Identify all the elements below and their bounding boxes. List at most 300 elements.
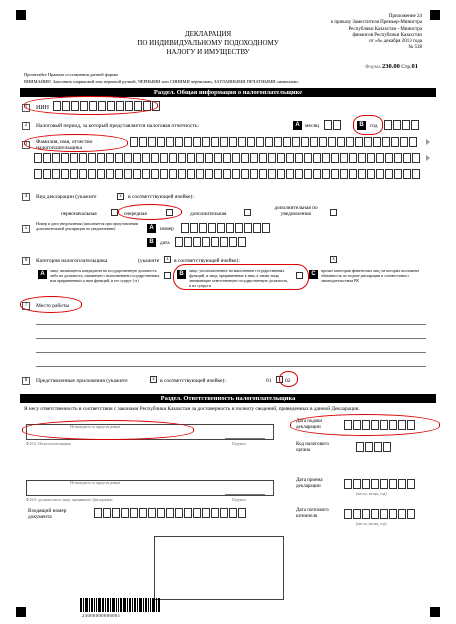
character-cell[interactable] (97, 153, 105, 163)
character-cell[interactable] (256, 137, 264, 147)
character-cell[interactable] (151, 153, 159, 163)
character-cell[interactable] (394, 169, 402, 179)
character-cell[interactable] (400, 137, 408, 147)
decl-type-initial-label: первоначальная (61, 211, 97, 217)
taxpayer-signature-line[interactable] (225, 438, 265, 439)
barcode-bar (148, 598, 149, 612)
barcode-bar (83, 598, 84, 612)
character-cell[interactable] (160, 153, 168, 163)
corner-marker-top-right (430, 10, 440, 20)
barcode-bar (110, 598, 111, 612)
character-cell[interactable] (70, 153, 78, 163)
character-cell[interactable] (389, 509, 397, 519)
character-cell[interactable] (292, 137, 300, 147)
character-cell[interactable] (362, 479, 370, 489)
character-cell[interactable] (313, 169, 321, 179)
character-cell[interactable] (106, 169, 114, 179)
character-cell[interactable] (389, 479, 397, 489)
category-selected-mark: x (330, 256, 337, 263)
character-cell[interactable] (250, 169, 258, 179)
character-cell[interactable] (373, 137, 381, 147)
surname-input[interactable] (130, 137, 417, 147)
character-cell[interactable] (268, 169, 276, 179)
highlight-fio (24, 134, 128, 152)
incoming-number-label: Входящий номер документа (28, 508, 67, 521)
form-number: 230.00 (382, 63, 400, 70)
character-cell[interactable] (277, 153, 285, 163)
character-cell[interactable] (211, 237, 219, 247)
barcode (80, 598, 161, 612)
character-cell[interactable] (148, 137, 156, 147)
decl-type-label-2: в соответствующей ячейке): (128, 194, 194, 200)
character-cell[interactable] (220, 237, 228, 247)
character-cell[interactable] (217, 223, 225, 233)
character-cell[interactable] (364, 137, 372, 147)
character-cell[interactable] (283, 137, 291, 147)
decl-type-regular-label: очередная (124, 211, 147, 217)
character-cell[interactable] (358, 153, 366, 163)
character-cell[interactable] (223, 153, 231, 163)
character-cell[interactable] (304, 169, 312, 179)
character-cell[interactable] (178, 153, 186, 163)
character-cell[interactable] (355, 137, 363, 147)
postal-date-input[interactable] (344, 509, 415, 519)
character-cell[interactable] (142, 169, 150, 179)
character-cell[interactable] (313, 153, 321, 163)
character-cell[interactable] (205, 169, 213, 179)
character-cell[interactable] (385, 169, 393, 179)
character-cell[interactable] (61, 153, 69, 163)
character-cell[interactable] (382, 137, 390, 147)
barcode-bar (123, 598, 126, 612)
barcode-bar (98, 598, 101, 612)
character-cell[interactable] (253, 223, 261, 233)
character-cell[interactable] (124, 169, 132, 179)
character-cell[interactable] (383, 442, 391, 452)
character-cell[interactable] (190, 223, 198, 233)
barcode-bar (132, 598, 133, 612)
fio-label: Фамилия, имя, отчество налогоплательщика (36, 139, 93, 152)
character-cell[interactable] (394, 153, 402, 163)
character-cell[interactable] (139, 137, 147, 147)
highlight-submit-date (290, 414, 440, 436)
character-cell[interactable] (187, 153, 195, 163)
barcode-bar (91, 598, 93, 612)
taxpayer-sign-caption: Подпись (232, 442, 246, 446)
character-cell[interactable] (151, 169, 159, 179)
character-cell[interactable] (61, 169, 69, 179)
character-cell[interactable] (238, 508, 246, 518)
character-cell[interactable] (52, 153, 60, 163)
character-cell[interactable] (241, 169, 249, 179)
category-c-badge: C (309, 270, 318, 279)
character-cell[interactable] (130, 508, 138, 518)
notice-label: Номер и дата уведомления (заполняется при представлении дополнительной декларации по уведомлению) (36, 221, 138, 231)
character-cell[interactable] (94, 508, 102, 518)
character-cell[interactable] (322, 153, 330, 163)
barcode-bar (85, 598, 88, 612)
patronymic-input[interactable] (34, 169, 420, 179)
character-cell[interactable] (187, 169, 195, 179)
continue-arrow-icon (426, 155, 430, 161)
receipt-date-hint: (число, месяц, год) (356, 492, 387, 496)
character-cell[interactable] (380, 509, 388, 519)
character-cell[interactable] (362, 509, 370, 519)
barcode-bar (134, 598, 136, 612)
character-cell[interactable] (121, 508, 129, 518)
character-cell[interactable] (250, 153, 258, 163)
appendix-line: Приложение 24 (388, 14, 422, 19)
taxpayer-fio-caption: Ф.И.О. Налогоплательщика (26, 442, 71, 446)
character-cell[interactable] (384, 120, 392, 130)
character-cell[interactable] (88, 153, 96, 163)
stamp-area[interactable] (154, 536, 284, 600)
decl-type-notice-checkbox[interactable] (330, 209, 337, 216)
decl-type-additional-label: дополнительная (190, 211, 227, 217)
character-cell[interactable] (43, 169, 51, 179)
workplace-line[interactable] (36, 338, 426, 339)
character-cell[interactable] (358, 169, 366, 179)
tax-org-input[interactable] (356, 442, 391, 452)
category-label: Категория налогоплательщика (36, 258, 108, 264)
category-a-badge: A (38, 270, 47, 279)
category-b-text: лицо, уполномоченное на выполнение государственных функций, и лица, приравненные к ним, а также лица, занимающие ответственную государственную должность, и их супруги (189, 268, 289, 288)
character-cell[interactable] (178, 169, 186, 179)
attachment-01-label: 01 (266, 378, 272, 384)
character-cell[interactable] (340, 153, 348, 163)
notice-date-input[interactable] (175, 237, 246, 247)
character-cell[interactable] (349, 153, 357, 163)
character-cell[interactable] (34, 169, 42, 179)
character-cell[interactable] (385, 153, 393, 163)
category-a-text: лицо, являющееся кандидатом на государственную должность либо на должность, связанную с выполнением государственных или приравненных к ним функций, и его супруг (-а) (50, 268, 160, 283)
character-cell[interactable] (169, 153, 177, 163)
character-cell[interactable] (259, 153, 267, 163)
character-cell[interactable] (202, 237, 210, 247)
character-cell[interactable] (130, 137, 138, 147)
workplace-line[interactable] (36, 352, 426, 353)
character-cell[interactable] (235, 223, 243, 233)
character-cell[interactable] (244, 223, 252, 233)
character-cell[interactable] (88, 169, 96, 179)
notice-date-badge: B (147, 238, 156, 247)
character-cell[interactable] (103, 508, 111, 518)
character-cell[interactable] (34, 153, 42, 163)
character-cell[interactable] (238, 237, 246, 247)
period-month-label: месяц (305, 123, 319, 129)
category-hint-mark: x (164, 256, 171, 263)
corner-marker-bottom-right (430, 607, 440, 617)
character-cell[interactable] (371, 509, 379, 519)
notice-number-label: номер (160, 226, 174, 232)
frame-hint: Не выходить за пределы рамки (70, 425, 121, 429)
character-cell[interactable] (214, 153, 222, 163)
category-b-badge: B (177, 270, 186, 279)
character-cell[interactable] (115, 169, 123, 179)
official-signature-line[interactable] (225, 494, 265, 495)
character-cell[interactable] (169, 169, 177, 179)
character-cell[interactable] (139, 508, 147, 518)
character-cell[interactable] (79, 153, 87, 163)
character-cell[interactable] (391, 137, 399, 147)
barcode-bar (143, 598, 144, 612)
character-cell[interactable] (148, 508, 156, 518)
character-cell[interactable] (160, 169, 168, 179)
character-cell[interactable] (274, 137, 282, 147)
character-cell[interactable] (247, 137, 255, 147)
character-cell[interactable] (402, 120, 410, 130)
character-cell[interactable] (193, 237, 201, 247)
character-cell[interactable] (412, 169, 420, 179)
category-a-checkbox[interactable] (164, 272, 171, 279)
character-cell[interactable] (79, 169, 87, 179)
notice-number-badge: A (147, 224, 156, 233)
character-cell[interactable] (226, 223, 234, 233)
character-cell[interactable] (265, 137, 273, 147)
character-cell[interactable] (328, 137, 336, 147)
character-cell[interactable] (220, 137, 228, 147)
character-cell[interactable] (353, 479, 361, 489)
notice-number-input[interactable] (181, 223, 270, 233)
page-label: Стр. (401, 64, 412, 70)
character-cell[interactable] (175, 237, 183, 247)
character-cell[interactable] (398, 479, 406, 489)
character-cell[interactable] (365, 442, 373, 452)
character-cell[interactable] (333, 120, 341, 130)
receipt-date-label: Дата приема декларации (296, 478, 323, 489)
page-number: 01 (411, 63, 418, 70)
tax-period-label: Налоговый период, за который представляется налоговая отчетность: (36, 123, 199, 129)
character-cell[interactable] (403, 169, 411, 179)
character-cell[interactable] (367, 169, 375, 179)
barcode-bar (96, 598, 97, 612)
character-cell[interactable] (175, 508, 183, 518)
appendix-line: № 538 (408, 45, 422, 51)
highlight-iin (24, 96, 158, 115)
character-cell[interactable] (211, 508, 219, 518)
attachments-hint-mark: x (150, 376, 157, 383)
period-year-label: год (370, 123, 378, 129)
field-number-7: 7 (22, 302, 30, 310)
official-sign-caption: Подпись (232, 498, 246, 502)
character-cell[interactable] (376, 169, 384, 179)
barcode-bar (105, 598, 106, 612)
decl-type-additional-checkbox[interactable] (244, 209, 251, 216)
form-code (365, 63, 418, 70)
character-cell[interactable] (43, 153, 51, 163)
character-cell[interactable] (223, 169, 231, 179)
attachments-label: Представленные приложения (укажите (36, 378, 128, 384)
character-cell[interactable] (286, 153, 294, 163)
character-cell[interactable] (367, 153, 375, 163)
barcode-bar (150, 598, 151, 612)
field-number-3: 3 (22, 141, 30, 149)
highlight-category-b (173, 264, 309, 290)
period-year-badge: B (357, 121, 366, 130)
character-cell[interactable] (286, 169, 294, 179)
character-cell[interactable] (393, 120, 401, 130)
character-cell[interactable] (295, 153, 303, 163)
character-cell[interactable] (196, 153, 204, 163)
appendix-line: к приказу Заместителя Премьер-Министра (330, 20, 422, 26)
character-cell[interactable] (374, 442, 382, 452)
character-cell[interactable] (310, 137, 318, 147)
barcode-number: 23000000000001 (82, 613, 121, 618)
character-cell[interactable] (157, 508, 165, 518)
character-cell[interactable] (407, 509, 415, 519)
character-cell[interactable] (202, 137, 210, 147)
section-responsibility-title: Раздел. Ответственность налогоплательщика (20, 394, 436, 403)
name-input[interactable] (34, 153, 420, 163)
period-year-input[interactable] (384, 120, 419, 130)
character-cell[interactable] (166, 508, 174, 518)
character-cell[interactable] (112, 508, 120, 518)
character-cell[interactable] (295, 169, 303, 179)
character-cell[interactable] (403, 153, 411, 163)
barcode-bar (94, 598, 95, 612)
character-cell[interactable] (175, 137, 183, 147)
period-month-input[interactable] (324, 120, 341, 130)
character-cell[interactable] (166, 137, 174, 147)
character-cell[interactable] (196, 169, 204, 179)
character-cell[interactable] (319, 137, 327, 147)
iin-label: ИИН (36, 105, 49, 111)
title-line: ПО ИНДИВИДУАЛЬНОМУ ПОДОХОДНОМУ (137, 39, 279, 48)
character-cell[interactable] (202, 508, 210, 518)
character-cell[interactable] (411, 120, 419, 130)
character-cell[interactable] (304, 153, 312, 163)
barcode-bar (137, 598, 138, 612)
character-cell[interactable] (344, 479, 352, 489)
character-cell[interactable] (214, 169, 222, 179)
barcode-bar (107, 598, 109, 612)
character-cell[interactable] (142, 153, 150, 163)
character-cell[interactable] (324, 120, 332, 130)
barcode-bar (118, 598, 119, 612)
barcode-bar (102, 598, 104, 612)
frame-hint: Не выходить за пределы рамки (70, 481, 121, 485)
character-cell[interactable] (340, 169, 348, 179)
field-number-4: 4 (22, 193, 30, 201)
category-label-2: (укажите (138, 258, 160, 264)
character-cell[interactable] (353, 509, 361, 519)
workplace-line[interactable] (36, 366, 426, 367)
character-cell[interactable] (199, 223, 207, 233)
barcode-bar (152, 598, 155, 612)
instruction-fill: ВНИМАНИЕ! Заполнять шариковой или перьевой ручкой, ЧЕРНЫМИ или СИНИМИ чернилами, ЗАГЛАВНЫМИ ПЕЧАТНЫМИ символами. (24, 79, 299, 84)
character-cell[interactable] (229, 508, 237, 518)
character-cell[interactable] (349, 169, 357, 179)
character-cell[interactable] (52, 169, 60, 179)
character-cell[interactable] (407, 479, 415, 489)
character-cell[interactable] (193, 137, 201, 147)
character-cell[interactable] (229, 137, 237, 147)
character-cell[interactable] (184, 137, 192, 147)
character-cell[interactable] (115, 153, 123, 163)
character-cell[interactable] (376, 153, 384, 163)
character-cell[interactable] (337, 137, 345, 147)
field-number-8: 8 (22, 377, 30, 385)
official-fio-caption: Ф.И.О. должностного лица, принявшего Декларацию (26, 498, 113, 502)
character-cell[interactable] (184, 508, 192, 518)
barcode-bar (139, 598, 142, 612)
field-number-5: 5 (22, 225, 30, 233)
character-cell[interactable] (133, 153, 141, 163)
title-line: ДЕКЛАРАЦИЯ (184, 30, 232, 38)
barcode-bar (156, 598, 157, 612)
character-cell[interactable] (409, 137, 417, 147)
character-cell[interactable] (371, 479, 379, 489)
category-c-text: прочие категории физических лиц, на которых возложена обязанность по подаче декларации в соответствии с законодательством РК (321, 268, 420, 283)
character-cell[interactable] (70, 169, 78, 179)
character-cell[interactable] (220, 508, 228, 518)
character-cell[interactable] (232, 153, 240, 163)
character-cell[interactable] (124, 153, 132, 163)
decl-type-initial-checkbox[interactable] (111, 209, 118, 216)
character-cell[interactable] (331, 169, 339, 179)
decl-type-notice-label: дополнительная по уведомлению (274, 205, 318, 218)
character-cell[interactable] (322, 169, 330, 179)
highlight-year (353, 115, 383, 135)
attachment-02-label: 02 (285, 378, 291, 384)
submit-date-label: Дата подачи декларации (296, 419, 323, 430)
continue-arrow-icon (426, 139, 430, 145)
character-cell[interactable] (205, 153, 213, 163)
character-cell[interactable] (229, 237, 237, 247)
character-cell[interactable] (211, 137, 219, 147)
character-cell[interactable] (106, 153, 114, 163)
character-cell[interactable] (331, 153, 339, 163)
title-line: НАЛОГУ И ИМУЩЕСТВУ (166, 48, 250, 57)
notice-date-label: дата (160, 240, 170, 246)
character-cell[interactable] (262, 223, 270, 233)
character-cell[interactable] (398, 509, 406, 519)
character-cell[interactable] (277, 169, 285, 179)
character-cell[interactable] (238, 137, 246, 147)
corner-marker-bottom-left (16, 607, 26, 617)
character-cell[interactable] (268, 153, 276, 163)
highlight-regular (118, 204, 182, 220)
receipt-date-input[interactable] (344, 479, 415, 489)
character-cell[interactable] (157, 137, 165, 147)
responsibility-statement: Я несу ответственность в соответствии с законами Республики Казахстан за достоверность и полноту сведений, приведенных в данной Декларации. (24, 406, 360, 412)
character-cell[interactable] (97, 169, 105, 179)
incoming-number-input[interactable] (94, 508, 246, 518)
character-cell[interactable] (181, 223, 189, 233)
workplace-line[interactable] (36, 324, 426, 325)
character-cell[interactable] (241, 153, 249, 163)
character-cell[interactable] (259, 169, 267, 179)
character-cell[interactable] (356, 442, 364, 452)
character-cell[interactable] (380, 479, 388, 489)
section-general-title: Раздел. Общая информация о налогоплательщике (20, 88, 436, 97)
barcode-bar (129, 598, 131, 612)
character-cell[interactable] (193, 508, 201, 518)
character-cell[interactable] (133, 169, 141, 179)
character-cell[interactable] (184, 237, 192, 247)
character-cell[interactable] (208, 223, 216, 233)
appendix-line: финансов Республики Казахстан (352, 32, 422, 38)
character-cell[interactable] (301, 137, 309, 147)
field-number-6: 6 (22, 257, 30, 265)
character-cell[interactable] (232, 169, 240, 179)
postal-date-label: Дата почтового штемпеля (296, 508, 329, 519)
appendix-line: Республики Казахстан - Министра (348, 26, 422, 32)
character-cell[interactable] (344, 509, 352, 519)
barcode-bar (145, 598, 147, 612)
character-cell[interactable] (412, 153, 420, 163)
character-cell[interactable] (346, 137, 354, 147)
